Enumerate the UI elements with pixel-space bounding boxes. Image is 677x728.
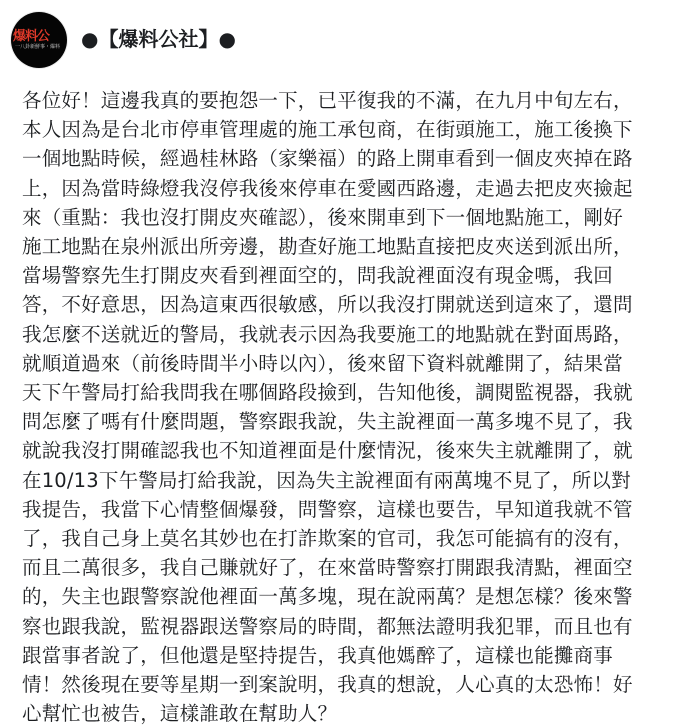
post-line: 情！然後現在要等星期一到案說明，我真的想說，人心真的太恐怖！好: [22, 673, 633, 697]
avatar-logo-text: 爆料公: [13, 29, 50, 44]
post-line: 的，失主也跟警察說他裡面一萬多塊，現在說兩萬？是想怎樣？後來警: [22, 585, 633, 609]
post-line: 當場警察先生打開皮夾看到裡面空的，問我說裡面沒有現金嗎，我回: [22, 264, 614, 288]
post-line: 察也跟我說，監視器跟送警察局的時間，都無法證明我犯罪，而且也有: [22, 614, 633, 638]
post-line: 在10/13下午警局打給我說，因為失主說裡面有兩萬塊不見了，所以對: [22, 468, 631, 492]
post-line: 問怎麼了嗎有什麼問題，警察跟我說，失主說裡面一萬多塊不見了，我: [22, 410, 633, 434]
post-line: 上，因為當時綠燈我沒停我後來停車在愛國西路邊，走過去把皮夾撿起: [22, 176, 633, 200]
page-avatar[interactable]: [11, 12, 67, 68]
post-header: [0, 0, 677, 80]
post-line: 就說我沒打開確認我也不知道裡面是什麼情況，後來失主就離開了，就: [22, 439, 633, 463]
post-line: 答，不好意思，因為這東西很敏感，所以我沒打開就送到這來了，還問: [22, 293, 633, 317]
post-line: 心幫忙也被告，這樣誰敢在幫助人？: [22, 702, 338, 726]
post-line: 而且二萬很多，我自己賺就好了，在來當時警察打開跟我清點，裡面空: [22, 556, 633, 580]
post-line: 來（重點：我也沒打開皮夾確認），後來開車到下一個地點施工，剛好: [22, 205, 623, 229]
avatar-logo-subtitle: 一八卦新鮮事・爆料: [15, 44, 61, 50]
post-line: 我提告，我當下心情整個爆發，問警察，這樣也要告，早知道我就不管: [22, 497, 633, 521]
post-line: 一個地點時候，經過桂林路（家樂福）的路上開車看到一個皮夾掉在路: [22, 147, 633, 171]
post-line: 了，我自己身上莫名其妙也在打詐欺案的官司，我怎可能搞有的沒有，: [22, 527, 633, 551]
post-line: 跟當事者說了，但他還是堅持提告，我真他媽醉了，這樣也能攤商事: [22, 643, 614, 667]
post-line: 我怎麼不送就近的警局，我就表示因為我要施工的地點就在對面馬路，: [22, 322, 633, 346]
page-name-link[interactable]: ●【爆料公社】●: [81, 27, 236, 51]
post-line: 天下午警局打給我問我在哪個路段撿到，告知他後，調閱監視器，我就: [22, 381, 633, 405]
post-line: 本人因為是台北市停車管理處的施工承包商，在街頭施工，施工後換下: [22, 118, 633, 142]
post-line: 施工地點在泉州派出所旁邊，勘查好施工地點直接把皮夾送到派出所，: [22, 235, 633, 259]
post-line: 就順道過來（前後時間半小時以內），後來留下資料就離開了，結果當: [22, 351, 623, 375]
post-line: 各位好！這邊我真的要抱怨一下，已平復我的不滿，在九月中旬左右，: [22, 89, 633, 112]
post-body: [22, 86, 652, 728]
